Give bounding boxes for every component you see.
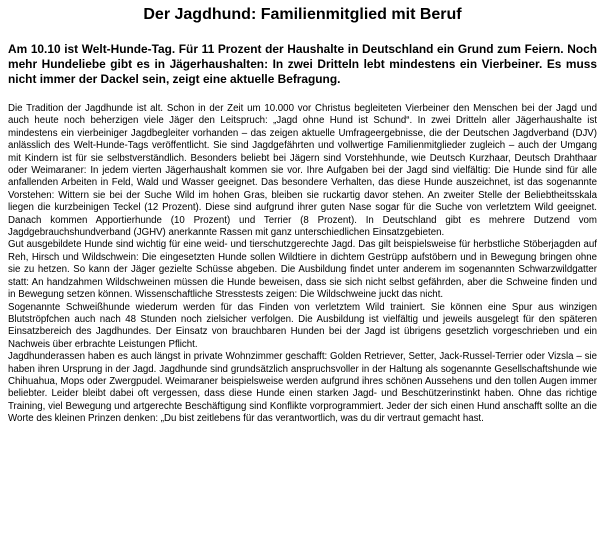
article-body <box>8 103 597 426</box>
body-paragraph: Sogenannte Schweißhunde wiederum werden für das Finden von verletztem Wild trainiert. Sie können eine Spur aus winzigen Blutströpfchen auch nach 48 Stunden noch zielsicher verfolgen. Die Ausbildung ist vielfältig und jeweils ausgelegt für den späteren Einsatzbereich des Jagdhundes. Der Einsatz von brauchbaren Hunden bei der Jagd ist übrigens gesetzlich vorgeschrieben und ein Nachweis über erbrachte Leistungen Pflicht. <box>8 301 597 350</box>
body-paragraph: Jagdhunderassen haben es auch längst in private Wohnzimmer geschafft: Golden Retriever, Setter, Jack-Russel-Terrier oder Vizsla – sie haben ihren Ursprung in der Jagd. Jagdhunde sind grundsätzlich anspruchsvoller in der Haltung als sogenannte Gesellschaftshunde wie Chihuahua, Mops oder Zwergpudel. Weimaraner beispielsweise werden aufgrund ihres schönen Aussehens und den tollen Augen immer beliebter. Leider bleibt dabei oft vergessen, dass diese Hunde einen starken Jagd- und Beschützerinstinkt haben. Ohne das richtige Training, viel Bewegung und artgerechte Beschäftigung sind Konflikte vorprogrammiert. Jeder der sich einen Hund anschafft sollte an die Worte des kleinen Prinzen denken: „Du bist zeitlebens für das verantwortlich, was du dir vertraut gemacht hast. <box>8 351 597 425</box>
article-lead: Am 10.10 ist Welt-Hunde-Tag. Für 11 Prozent der Haushalte in Deutschland ein Grund zum Feiern. Noch mehr Hundeliebe gibt es in Jägerhaushalten: In zwei Dritteln lebt mindestens ein Vierbeiner. Es muss nicht immer der Dackel sein, zeigt eine aktuelle Befragung. <box>8 42 597 86</box>
body-paragraph: Die Tradition der Jagdhunde ist alt. Schon in der Zeit um 10.000 vor Christus begleiteten Vierbeiner den Menschen bei der Jagd und auch heute noch beherzigen viele Jäger den Leitspruch: „Jagd ohne Hund ist Schund“. In zwei Dritteln aller Jägerhaushalte ist mindestens ein vierbeiniger Jagdbegleiter vorhanden – das zeigen aktuelle Umfrageergebnisse, die der Deutschen Jagdverband (DJV) anlässlich des Welt-Hunde-Tags veröffentlicht. Sie sind Jagdgefährten und vollwertige Familienmitglieder zugleich – auch der Umgang mit Kindern ist für sie selbstverständlich. Besonders beliebt bei Jägern sind Vorstehhunde, wie Deutsch Kurzhaar, Deutsch Drahthaar oder Weimaraner: In jedem vierten Jägerhaushalt kommen sie vor. Ihre Aufgaben bei der Jagd sind vielfältig: Die Hunde sind für alle anfallenden Arbeiten in Feld, Wald und Wasser geeignet. Das besondere Verhalten, das diese Hunde auszeichnet, ist das sogenannte Vorstehen: Wittern sie bei der Suche Wild im hohen Gras, bleiben sie ruckartig davor stehen. An zweiter Stelle der Beliebtheitsskala liegen die kurzbeinigen Teckel (12 Prozent). Diese sind aufgrund ihrer guten Nase sogar für die Suche von verletztem Wild geeignet. Danach kommen Apportierhunde (10 Prozent) und Terrier (8 Prozent). In Deutschland gibt es mehrere Dutzend vom Jagdgebrauchshundverband (JGHV) anerkannte Rassen mit ganz unterschiedlichen Einsatzgebieten. <box>8 103 597 239</box>
article-title: Der Jagdhund: Familienmitglied mit Beruf <box>143 6 462 23</box>
body-paragraph: Gut ausgebildete Hunde sind wichtig für eine weid- und tierschutzgerechte Jagd. Das gilt beispielsweise für herbstliche Stöberjagden auf Reh, Hirsch und Wildschwein: Die eingesetzten Hunde sollen Wildtiere in dichtem Gestrüpp aufstöbern und in Bewegung bringen ohne sie zu hetzen. So kann der Jäger gezielte Schüsse abgeben. Die Ausbildung findet unter anderem im sogenannten Schwarzwildgatter statt: An handzahmen Wildschweinen müssen die Hunde beweisen, dass sie sich nicht selbst gefährden, aber die Schweine finden und in Bewegung setzen können. Wissenschaftliche Stresstests zeigen: Die Wildschweine juckt das nicht. <box>8 239 597 301</box>
